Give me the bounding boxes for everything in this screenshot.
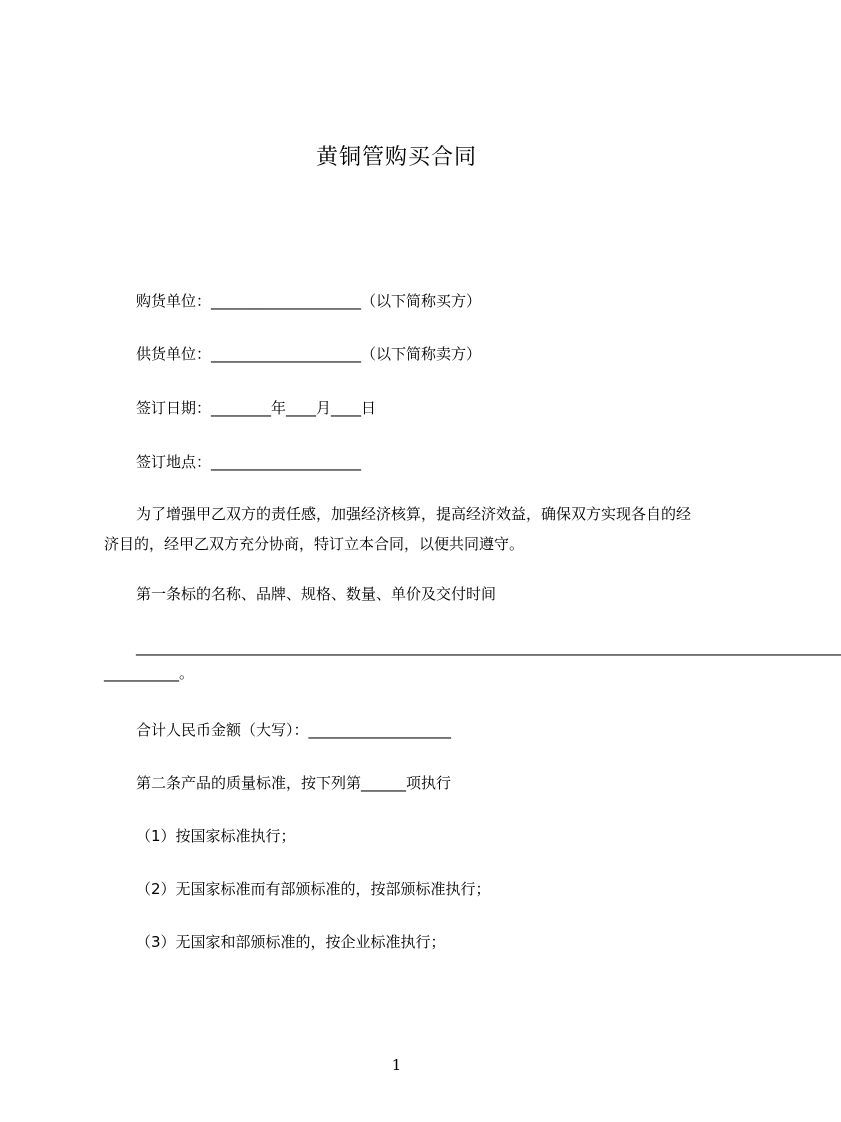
article1-blank-line: ______________________________________________________________________________________________ <box>136 638 841 656</box>
article2-item: （2）无国家标准而有部颁标准的，按部颁标准执行； <box>136 880 491 898</box>
seller-line: 供货单位：____________________（以下简称卖方） <box>136 345 482 363</box>
page-number: 1 <box>391 1056 402 1074</box>
preamble-paragraph <box>104 499 704 559</box>
preamble-text: 为了增强甲乙双方的责任感，加强经济核算，提高经济效益，确保双方实现各自的经济目的，经甲乙双方充分协商，特订立本合同，以便共同遵守。 <box>104 505 692 553</box>
total-amount-line: 合计人民币金额（大写）：___________________ <box>136 721 452 739</box>
article2-item: （1）按国家标准执行； <box>136 827 296 845</box>
article2-item: （3）无国家和部颁标准的，按企业标准执行； <box>136 933 446 951</box>
sign-place-line: 签订地点：____________________ <box>136 453 362 471</box>
article1-blank-end: __________。 <box>104 664 195 682</box>
article1-heading: 第一条标的名称、品牌、规格、数量、单价及交付时间 <box>136 585 497 603</box>
article2-heading: 第二条产品的质量标准，按下列第______项执行 <box>136 774 452 792</box>
document-title: 黄铜管购买合同 <box>315 145 477 170</box>
sign-date-line: 签订日期：________年____月____日 <box>136 399 377 417</box>
buyer-line: 购货单位：____________________（以下简称买方） <box>136 292 482 310</box>
